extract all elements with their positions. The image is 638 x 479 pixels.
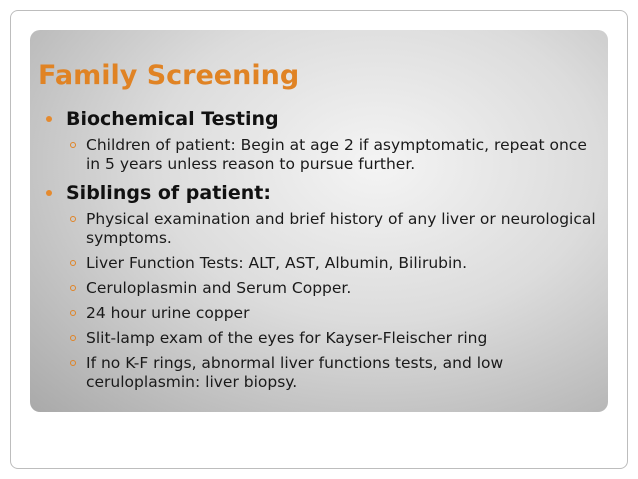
sub-bullet [40,210,600,248]
bullet-siblings-of-patient [40,180,600,206]
sub-bullet-text: Ceruloplasmin and Serum Copper. [86,279,352,297]
sub-bullet-text: If no K-F rings, abnormal liver functions tests, and low ceruloplasmin: liver biopsy. [86,354,504,391]
ring-bullet-icon [70,142,76,148]
bullet-biochemical-testing [40,106,600,132]
sub-list [40,210,600,392]
sub-bullet [40,354,600,392]
ring-bullet-icon [70,360,76,366]
ring-bullet-icon [70,285,76,291]
sub-bullet-text: Liver Function Tests: ALT, AST, Albumin, Bilirubin. [86,254,468,272]
sub-bullet-text: 24 hour urine copper [86,304,250,322]
sub-bullet-text: Physical examination and brief history of any liver or neurological symptoms. [86,210,596,247]
ring-bullet-icon [70,310,76,316]
slide-title: Family Screening [38,60,300,91]
sub-bullet [40,304,600,323]
sub-list [40,136,600,174]
sub-bullet [40,279,600,298]
ring-bullet-icon [70,216,76,222]
sub-bullet [40,329,600,348]
bullet-list [40,106,600,398]
ring-bullet-icon [70,260,76,266]
bullet-dot-icon [46,116,52,122]
sub-bullet-text: Slit-lamp exam of the eyes for Kayser-Fleischer ring [86,329,488,347]
bullet-dot-icon [46,190,52,196]
bullet-heading: Biochemical Testing [66,108,279,130]
ring-bullet-icon [70,335,76,341]
bullet-heading: Siblings of patient: [66,182,271,204]
sub-bullet [40,136,600,174]
sub-bullet [40,254,600,273]
sub-bullet-text: Children of patient: Begin at age 2 if asymptomatic, repeat once in 5 years unless reason to pursue further. [86,136,587,173]
